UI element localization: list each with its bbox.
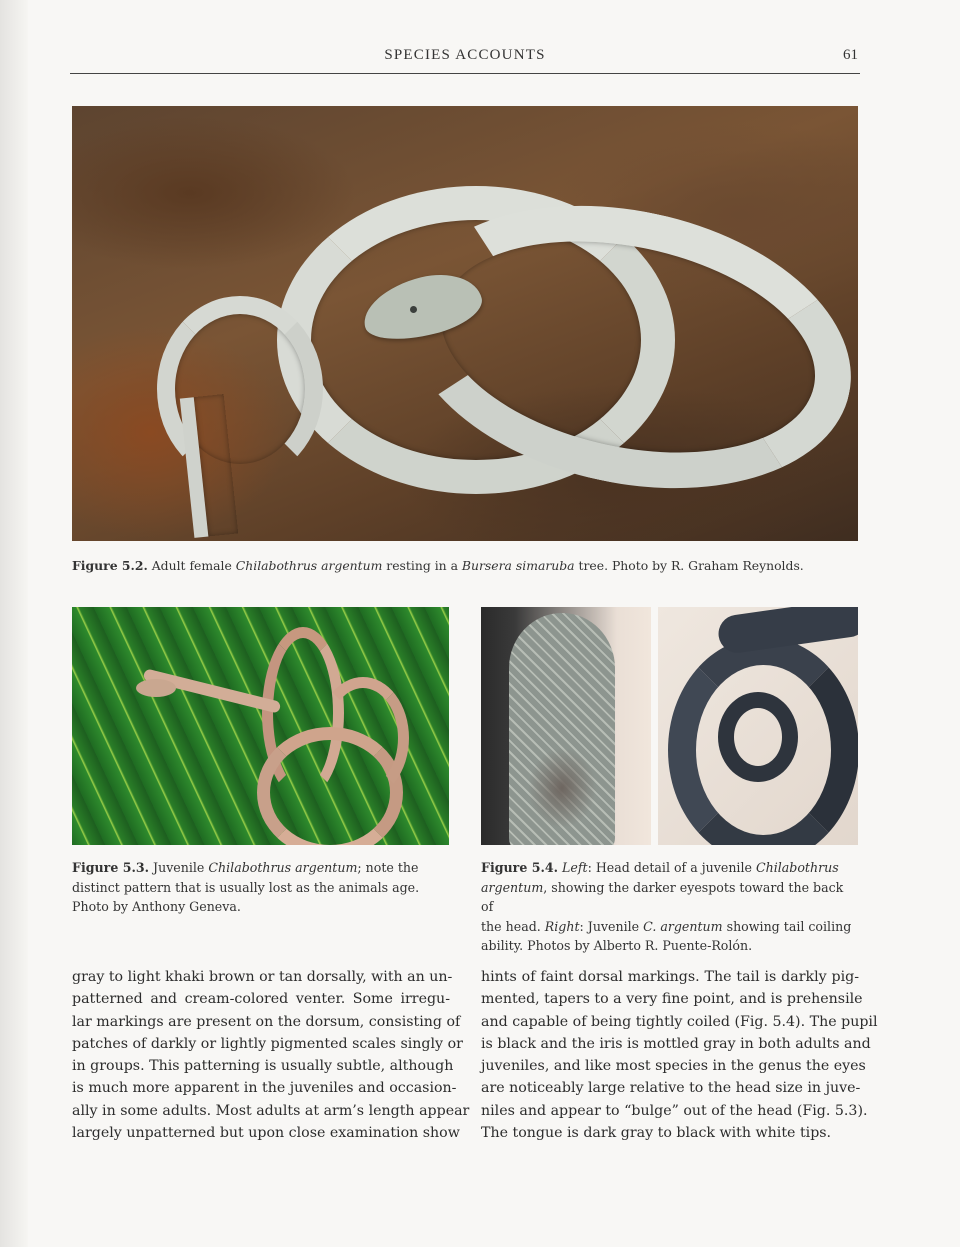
- species-name: C. argentum: [643, 918, 723, 934]
- body-text-left-column: [72, 966, 470, 1144]
- text-line: juveniles, and like most species in the genus the eyes: [481, 1058, 866, 1075]
- caption-text: Adult female: [151, 558, 236, 573]
- snake-coil: [157, 296, 323, 482]
- caption-line: [72, 858, 452, 878]
- page-number: 61: [843, 47, 858, 63]
- figure-5-2-photo: [72, 106, 858, 541]
- text-line: in groups. This patterning is usually subtle, although: [72, 1058, 454, 1075]
- figure-5-3-photo: [72, 607, 449, 845]
- text-line: is black and the iris is mottled gray in both adults and: [481, 1035, 871, 1052]
- text-line: mented, tapers to a very fine point, and is prehensile: [481, 991, 863, 1008]
- figure-5-3-caption: [72, 858, 452, 917]
- text-line: lar markings are present on the dorsum, consisting of: [72, 1013, 461, 1030]
- body-text-right-column: [481, 966, 878, 1144]
- caption-line: distinct pattern that is usually lost as the animals age.: [72, 879, 420, 895]
- caption-line: [481, 858, 859, 878]
- figure-label: Figure 5.4.: [481, 860, 559, 875]
- text-line: The tongue is dark gray to black with white tips.: [481, 1125, 832, 1142]
- text-line: patches of darkly or lightly pigmented scales singly or: [72, 1035, 463, 1052]
- tail-coil-inner: [718, 692, 798, 782]
- caption-text: : Head detail of a juvenile: [587, 860, 756, 875]
- text-line: niles and appear to “bulge” out of the head (Fig. 5.3).: [481, 1102, 868, 1119]
- running-header: [72, 47, 858, 67]
- caption-line: [481, 878, 859, 917]
- juvenile-snake-photo: [72, 607, 449, 845]
- text-line: ally in some adults. Most adults at arm’s length appear: [72, 1102, 470, 1119]
- caption-line: ability. Photos by Alberto R. Puente-Rolón.: [481, 938, 753, 953]
- species-name: argentum: [481, 879, 544, 895]
- text-line: and capable of being tightly coiled (Fig. 5.4). The pupil: [481, 1013, 878, 1030]
- caption-text: the head.: [481, 918, 545, 934]
- tail-coil-photo: [658, 607, 858, 845]
- figure-5-2-caption: [72, 556, 862, 576]
- figure-5-4-left-photo: [481, 607, 651, 845]
- text-line: is much more apparent in the juveniles and occasion-: [72, 1080, 457, 1097]
- header-rule: [70, 73, 860, 74]
- species-name: Chilabothrus: [755, 860, 839, 875]
- text-line: largely unpatterned but upon close examination show: [72, 1125, 460, 1142]
- running-title: SPECIES ACCOUNTS: [384, 47, 546, 63]
- species-name: Chilabothrus argentum: [235, 558, 383, 573]
- caption-line: [481, 917, 859, 937]
- text-line: hints of faint dorsal markings. The tail is darkly pig-: [481, 969, 859, 985]
- adult-snake-photo: [72, 106, 858, 541]
- figure-label: Figure 5.3.: [72, 860, 150, 875]
- text-line: patterned and cream-colored venter. Some irregu-: [72, 991, 450, 1008]
- figure-5-4-right-photo: [658, 607, 858, 845]
- text-line: are noticeably large relative to the head size in juve-: [481, 1080, 861, 1097]
- tree-species-name: Bursera simaruba: [461, 558, 575, 573]
- caption-text: , showing the darker eyespots toward the back of: [481, 879, 844, 914]
- panel-label-left: Left: [562, 860, 588, 875]
- page-gutter-shadow: [0, 0, 28, 1247]
- caption-text: resting in a: [382, 558, 462, 573]
- figure-label: Figure 5.2.: [72, 558, 148, 573]
- snake-eye: [410, 306, 417, 313]
- caption-text: : Juvenile: [579, 918, 644, 934]
- snake-head-detail-photo: [481, 607, 651, 845]
- snake-head-top-view: [509, 613, 615, 845]
- text-line: gray to light khaki brown or tan dorsally, with an un-: [72, 969, 453, 985]
- caption-text: Juvenile: [153, 860, 209, 875]
- caption-text: ; note the: [357, 860, 419, 875]
- figure-5-4-caption: [481, 858, 859, 956]
- caption-text: showing tail coiling: [722, 918, 852, 934]
- species-name: Chilabothrus argentum: [208, 860, 358, 875]
- panel-label-right: Right: [544, 918, 580, 934]
- snake-coil: [317, 677, 409, 799]
- caption-line: Photo by Anthony Geneva.: [72, 899, 241, 914]
- snake-head: [136, 679, 176, 697]
- caption-text: tree. Photo by R. Graham Reynolds.: [574, 558, 804, 573]
